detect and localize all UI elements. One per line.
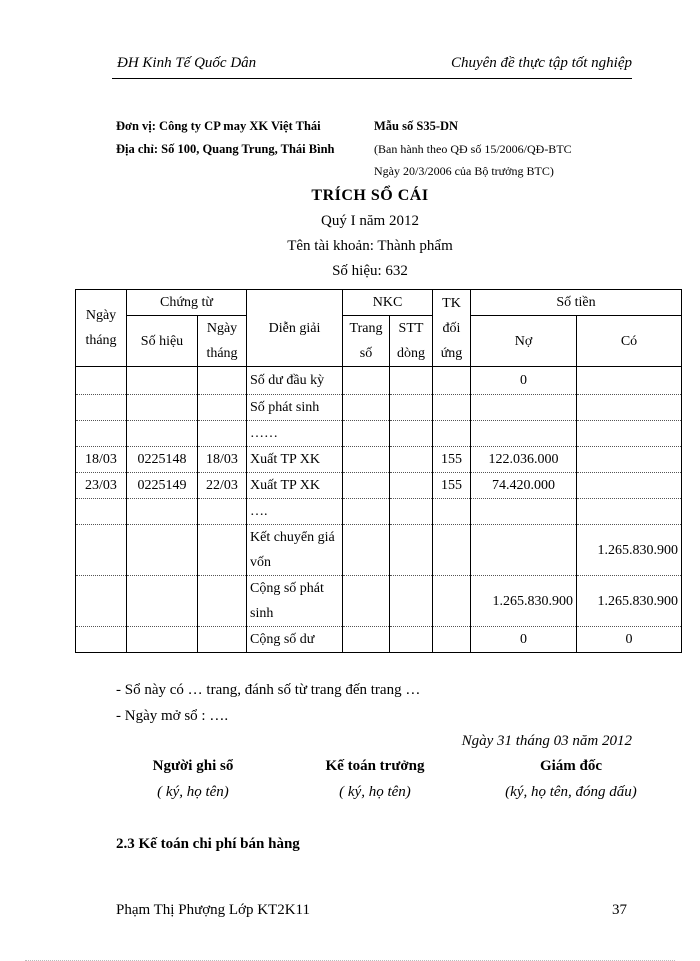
row-debit: [471, 395, 577, 421]
row-line-no: [390, 499, 433, 525]
row-voucher-date: [198, 421, 247, 447]
row-debit: 74.420.000: [471, 473, 577, 499]
table-row: [76, 447, 682, 473]
row-voucher-date: [198, 576, 247, 627]
row-page: [343, 447, 390, 473]
form-regulation: (Ban hành theo QĐ số 15/2006/QĐ-BTC: [374, 142, 572, 156]
header-journal: NKC: [343, 290, 433, 316]
row-page: [343, 395, 390, 421]
row-date: [76, 395, 127, 421]
row-voucher-no: [127, 421, 198, 447]
company-address: Địa chỉ: Số 100, Quang Trung, Thái Bình: [116, 142, 335, 156]
header-description: Diễn giải: [247, 290, 343, 367]
row-date: 23/03: [76, 473, 127, 499]
row-voucher-date: [198, 627, 247, 653]
header-voucher-no: Số hiệu: [127, 316, 198, 367]
row-line-no: [390, 421, 433, 447]
row-voucher-no: [127, 627, 198, 653]
row-contra-account: [433, 576, 471, 627]
row-debit: 0: [471, 367, 577, 395]
row-contra-account: [433, 499, 471, 525]
row-description: Cộng số dư: [247, 627, 343, 653]
row-description: ….: [247, 499, 343, 525]
row-description: Xuất TP XK: [247, 447, 343, 473]
row-date: [76, 367, 127, 395]
header-voucher: Chứng từ: [127, 290, 247, 316]
row-debit: 122.036.000: [471, 447, 577, 473]
signature-date: Ngày 31 tháng 03 năm 2012: [461, 733, 632, 749]
row-line-no: [390, 395, 433, 421]
row-line-no: [390, 576, 433, 627]
row-description: ……: [247, 421, 343, 447]
row-description: Cộng số phát sinh: [247, 576, 343, 627]
document-title: TRÍCH SỔ CÁI: [311, 187, 429, 204]
row-contra-account: [433, 367, 471, 395]
row-date: 18/03: [76, 447, 127, 473]
row-voucher-no: [127, 576, 198, 627]
row-voucher-date: 18/03: [198, 447, 247, 473]
row-contra-account: [433, 421, 471, 447]
ledger-table: [75, 289, 682, 653]
company-unit: Đơn vị: Công ty CP may XK Việt Thái: [116, 119, 321, 133]
bookkeeper-title: Người ghi sổ: [152, 758, 234, 774]
row-page: [343, 576, 390, 627]
row-page: [343, 473, 390, 499]
row-credit: [577, 395, 682, 421]
row-description: Số phát sinh: [247, 395, 343, 421]
row-date: [76, 525, 127, 576]
row-contra-account: [433, 395, 471, 421]
form-regulation-date: Ngày 20/3/2006 của Bộ trưởng BTC): [374, 164, 554, 178]
form-code: Mẫu số S35-DN: [374, 119, 459, 133]
row-credit: [577, 473, 682, 499]
row-line-no: [390, 367, 433, 395]
row-page: [343, 627, 390, 653]
row-voucher-no: [127, 367, 198, 395]
row-voucher-date: 22/03: [198, 473, 247, 499]
row-credit: 1.265.830.900: [577, 525, 682, 576]
row-voucher-date: [198, 395, 247, 421]
footer-author: Phạm Thị Phượng Lớp KT2K11: [116, 902, 310, 918]
header-date: Ngày tháng: [76, 290, 127, 367]
row-voucher-no: 0225149: [127, 473, 198, 499]
chief-accountant-title: Kế toán trưởng: [325, 758, 425, 774]
row-description: Kết chuyển giá vốn: [247, 525, 343, 576]
header-voucher-date: Ngày tháng: [198, 316, 247, 367]
row-date: [76, 421, 127, 447]
row-credit: [577, 421, 682, 447]
header-page: Trang số: [343, 316, 390, 367]
account-name: Tên tài khoản: Thành phẩm: [287, 238, 453, 254]
row-description: Số dư đầu kỳ: [247, 367, 343, 395]
row-debit: [471, 421, 577, 447]
bookkeeper-sign-note: ( ký, họ tên): [157, 784, 229, 800]
row-voucher-no: 0225148: [127, 447, 198, 473]
chief-accountant-sign-note: ( ký, họ tên): [339, 784, 411, 800]
account-number: Số hiệu: 632: [332, 263, 408, 279]
director-sign-note: (ký, họ tên, đóng dấu): [505, 784, 637, 800]
header-divider: [112, 78, 632, 79]
table-row: [76, 499, 682, 525]
header-report-type: Chuyên đề thực tập tốt nghiệp: [450, 55, 632, 71]
director-title: Giám đốc: [539, 758, 603, 774]
row-debit: [471, 525, 577, 576]
row-page: [343, 367, 390, 395]
header-line-no: STT dòng: [390, 316, 433, 367]
header-credit: Có: [577, 316, 682, 367]
row-contra-account: 155: [433, 473, 471, 499]
row-contra-account: [433, 525, 471, 576]
table-row: [76, 525, 682, 576]
row-voucher-date: [198, 367, 247, 395]
row-voucher-date: [198, 499, 247, 525]
table-row: [76, 576, 682, 627]
row-line-no: [390, 447, 433, 473]
document-period: Quý I năm 2012: [321, 213, 419, 229]
header-amount: Số tiền: [471, 290, 682, 316]
row-contra-account: 155: [433, 447, 471, 473]
table-row: [76, 395, 682, 421]
row-page: [343, 499, 390, 525]
table-row: [76, 473, 682, 499]
row-credit: [577, 447, 682, 473]
row-credit: [577, 367, 682, 395]
row-debit: 1.265.830.900: [471, 576, 577, 627]
row-line-no: [390, 473, 433, 499]
row-line-no: [390, 627, 433, 653]
note-open-date: - Ngày mở sổ : ….: [116, 708, 229, 724]
row-voucher-no: [127, 499, 198, 525]
row-voucher-no: [127, 525, 198, 576]
row-date: [76, 627, 127, 653]
header-debit: Nợ: [471, 316, 577, 367]
section-heading: 2.3 Kế toán chi phí bán hàng: [116, 836, 300, 852]
row-voucher-date: [198, 525, 247, 576]
header-contra-account: TK đối ứng: [433, 290, 471, 367]
row-page: [343, 525, 390, 576]
page-number: 37: [612, 902, 627, 918]
table-row: [76, 367, 682, 395]
row-description: Xuất TP XK: [247, 473, 343, 499]
table-row: [76, 421, 682, 447]
row-date: [76, 576, 127, 627]
row-credit: 0: [577, 627, 682, 653]
row-contra-account: [433, 627, 471, 653]
row-debit: [471, 499, 577, 525]
row-date: [76, 499, 127, 525]
table-row: [76, 627, 682, 653]
row-voucher-no: [127, 395, 198, 421]
row-credit: [577, 499, 682, 525]
note-page-count: - Sổ này có … trang, đánh số từ trang đến trang …: [116, 682, 421, 698]
header-school: ĐH Kinh Tế Quốc Dân: [117, 55, 257, 71]
row-line-no: [390, 525, 433, 576]
row-credit: 1.265.830.900: [577, 576, 682, 627]
row-page: [343, 421, 390, 447]
row-debit: 0: [471, 627, 577, 653]
